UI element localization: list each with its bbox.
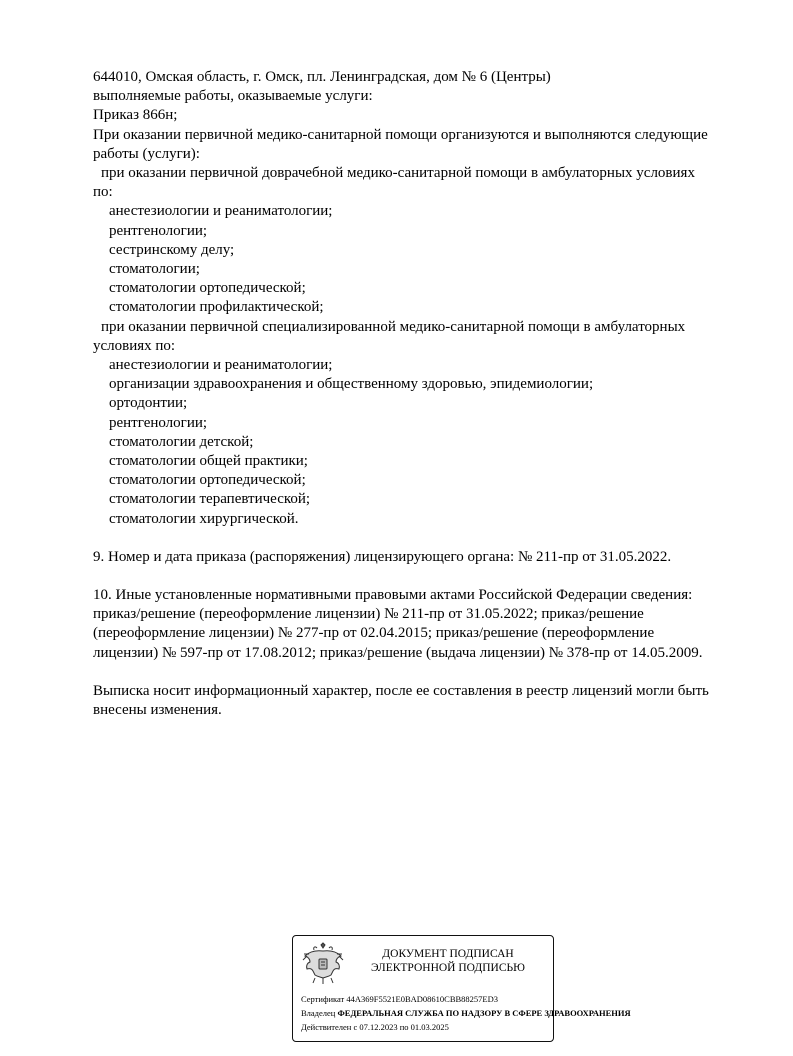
list-item: стоматологии профилактической; [109, 299, 324, 316]
list-item: стоматологии хирургической. [109, 510, 299, 527]
stamp-title-line2: ЭЛЕКТРОННОЙ ПОДПИСЬЮ [371, 962, 525, 974]
list-item: стоматологии терапевтической; [109, 491, 311, 508]
list-item: рентгенологии; [109, 414, 208, 431]
list-item: стоматологии ортопедической; [109, 280, 306, 297]
text-line: по: [93, 184, 113, 201]
blank-line [93, 529, 753, 548]
text-line: 9. Номер и дата приказа (распоряжения) лицензирующего органа: № 211-пр от 31.05.2022. [93, 548, 672, 565]
list-item: стоматологии ортопедической; [109, 472, 306, 489]
owner-value: ФЕДЕРАЛЬНАЯ СЛУЖБА ПО НАДЗОРУ В СФЕРЕ ЗДРАВООХРАНЕНИЯ [337, 1008, 631, 1018]
validity-row: Действителен с 07.12.2023 по 01.03.2025 [301, 1022, 449, 1032]
text-line: приказ/решение (переоформление лицензии) № 211-пр от 31.05.2022; приказ/решение [93, 606, 644, 623]
text-line: При оказании первичной медико-санитарной помощи организуются и выполняются следующие [93, 126, 708, 143]
list-item: сестринскому делу; [109, 241, 235, 258]
text-line: 644010, Омская область, г. Омск, пл. Ленинградская, дом № 6 (Центры) [93, 69, 551, 85]
list-item: стоматологии общей практики; [109, 453, 308, 470]
text-line: 10. Иные установленные нормативными правовыми актами Российской Федерации сведения: [93, 587, 693, 604]
list-item: рентгенологии; [109, 222, 208, 239]
list-item: ортодонтии; [109, 395, 188, 412]
list-item: анестезиологии и реаниматологии; [109, 357, 333, 374]
certificate-value: 44A369F5521E0BAD08610CBB88257ED3 [346, 994, 498, 1004]
certificate-label: Сертификат [301, 994, 345, 1004]
text-line: внесены изменения. [93, 702, 222, 719]
text-line: условиях по: [93, 337, 176, 354]
stamp-title [353, 947, 543, 975]
list-item: стоматологии; [109, 261, 200, 278]
coat-of-arms-icon [301, 942, 345, 986]
stamp-title-line1: ДОКУМЕНТ ПОДПИСАН [382, 948, 514, 960]
list-item: организации здравоохранения и общественному здоровью, эпидемиологии; [109, 376, 594, 393]
text-line: (переоформление лицензии) № 277-пр от 02.04.2015; приказ/решение (переоформление [93, 625, 655, 642]
blank-line [93, 663, 753, 682]
text-line: работы (услуги): [93, 145, 200, 162]
text-line: Приказ 866н; [93, 107, 178, 124]
certificate-row [301, 994, 498, 1004]
text-line: Выписка носит информационный характер, после ее составления в реестр лицензий могли быть [93, 682, 709, 699]
list-item: стоматологии детской; [109, 433, 254, 450]
list-item: анестезиологии и реаниматологии; [109, 203, 333, 220]
owner-label: Владелец [301, 1008, 336, 1018]
text-line: выполняемые работы, оказываемые услуги: [93, 88, 373, 105]
owner-row [301, 1008, 631, 1018]
blank-line [93, 567, 753, 586]
text-line: лицензии) № 597-пр от 17.08.2012; приказ/решение (выдача лицензии) № 378-пр от 14.05.2009. [93, 644, 703, 661]
electronic-signature-stamp [292, 935, 631, 1042]
document-body [93, 68, 753, 720]
text-line: при оказании первичной специализированной медико-санитарной помощи в амбулаторных [101, 318, 686, 335]
text-line: при оказании первичной доврачебной медико-санитарной помощи в амбулаторных условиях [101, 165, 695, 182]
